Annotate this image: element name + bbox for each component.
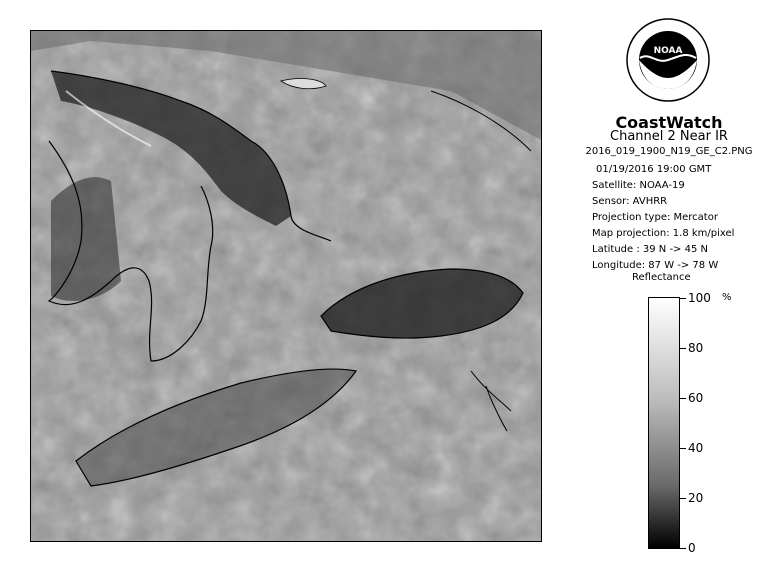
colorbar-title: Reflectance [632,272,691,283]
noaa-logo [626,18,710,102]
noaa-logo-text: NOAA [653,46,683,56]
colorbar-tick-label: 80 [688,341,704,355]
colorbar-tick-label: 20 [688,491,704,505]
satellite: Satellite: NOAA-19 [592,180,685,191]
latitude-range: Latitude : 39 N -> 45 N [592,244,708,255]
datetime: 01/19/2016 19:00 GMT [596,164,712,175]
projection-type: Projection type: Mercator [592,212,718,223]
legend-panel [556,0,782,572]
colorbar-tick [680,498,686,499]
coastline-layer [31,31,542,542]
longitude-range: Longitude: 87 W -> 78 W [592,260,719,271]
colorbar-tick [680,348,686,349]
colorbar-tick-label: 0 [688,541,696,555]
sensor: Sensor: AVHRR [592,196,668,207]
colorbar-tick-label: 100 [688,291,711,305]
file-name: 2016_019_1900_N19_GE_C2.PNG [585,146,753,157]
colorbar-tick [680,548,686,549]
colorbar [648,297,680,549]
channel-name: Channel 2 Near IR [610,129,728,144]
colorbar-tick-label: 60 [688,391,704,405]
colorbar-tick [680,398,686,399]
satellite-image-map [30,30,542,542]
colorbar-tick [680,448,686,449]
lake-huron-dark-region [51,177,121,301]
map-projection: Map projection: 1.8 km/pixel [592,228,735,239]
colorbar-unit: % [722,292,732,303]
colorbar-tick [680,298,686,299]
colorbar-tick-label: 40 [688,441,704,455]
product-title: CoastWatch [615,113,723,132]
